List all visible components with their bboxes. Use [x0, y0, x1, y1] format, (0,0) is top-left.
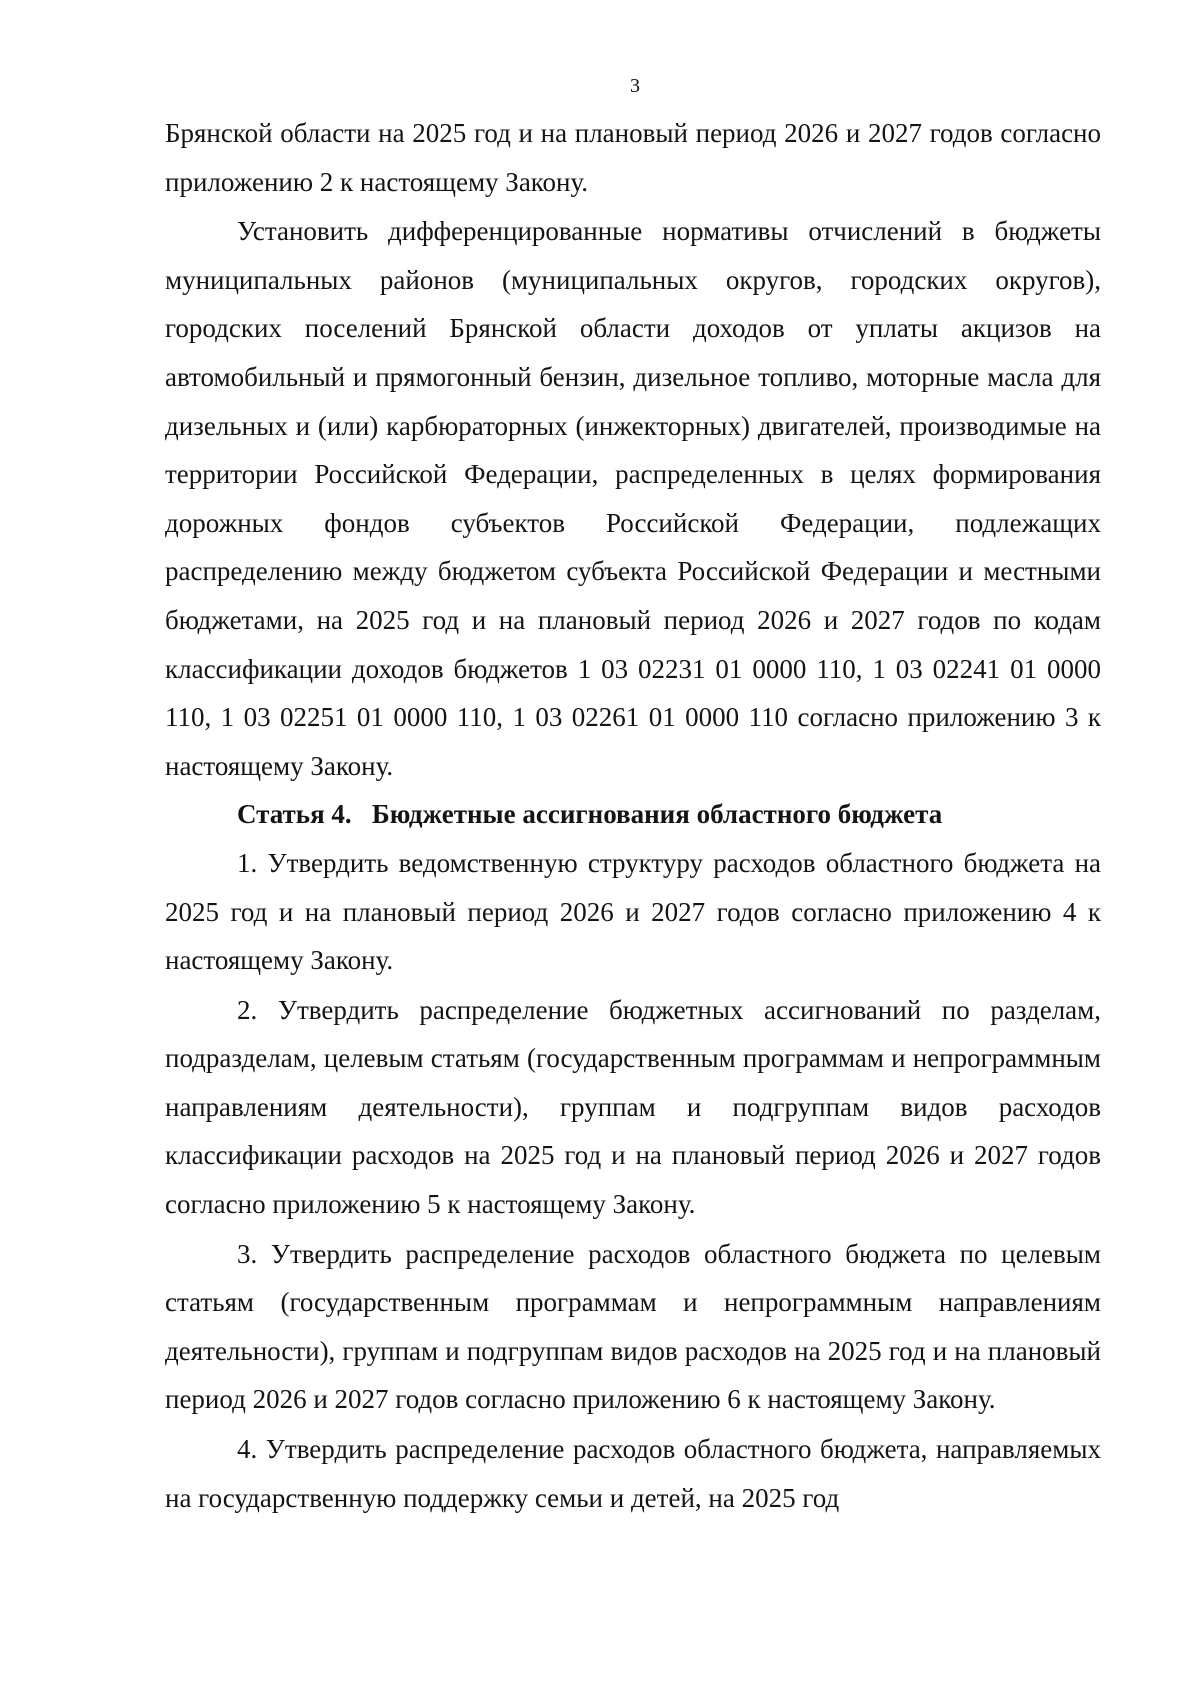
paragraph-excise-standards: Установить дифференцированные нормативы отчислений в бюджеты муниципальных районов (муниципальных округов, городских округов), городских поселений Брянской области доходов от уплаты акцизов на автомобильный и прямогонный бензин, дизельное топливо, моторные масла для дизельных и (или) карбюраторных (инжекторных) двигателей, производимые на территории Российской Федерации, распределенных в целях формирования дорожных фондов субъектов Российской Федерации, подлежащих распределению между бюджетом субъекта Российской Федерации и местными бюджетами, на 2025 год и на плановый период 2026 и 2027 годов по кодам классификации доходов бюджетов 1 03 02231 01 0000 110, 1 03 02241 01 0000 110, 1 03 02251 01 0000 110, 1 03 02261 01 0000 110 согласно приложению 3 к настоящему Закону.	[165, 216, 1101, 781]
article-item-3: 3. Утвердить распределение расходов областного бюджета по целевым статьям (государственным программам и непрограммным направлениям деятельности), группам и подгруппам видов расходов на 2025 год и на плановый период 2026 и 2027 годов согласно приложению 6 к настоящему Закону.	[165, 1238, 1101, 1415]
page-number: 3	[630, 75, 640, 97]
paragraph-continuation: Брянской области на 2025 год и на плановый период 2026 и 2027 годов согласно приложению 2 к настоящему Закону.	[165, 118, 1101, 197]
article-item-1: 1. Утвердить ведомственную структуру расходов областного бюджета на 2025 год и на плановый период 2026 и 2027 годов согласно приложению 4 к настоящему Закону.	[165, 847, 1101, 976]
article-item-4: 4. Утвердить распределение расходов областного бюджета, направляемых на государственную поддержку семьи и детей, на 2025 год	[165, 1434, 1101, 1513]
article-item-2: 2. Утвердить распределение бюджетных ассигнований по разделам, подразделам, целевым статьям (государственным программам и непрограммным направлениям деятельности), группам и подгруппам видов расходов классификации расходов на 2025 год и на плановый период 2026 и 2027 годов согласно приложению 5 к настоящему Закону.	[165, 994, 1101, 1220]
document-body	[165, 109, 1101, 1522]
article-heading: Статья 4. Бюджетные ассигнования областного бюджета	[237, 799, 943, 830]
